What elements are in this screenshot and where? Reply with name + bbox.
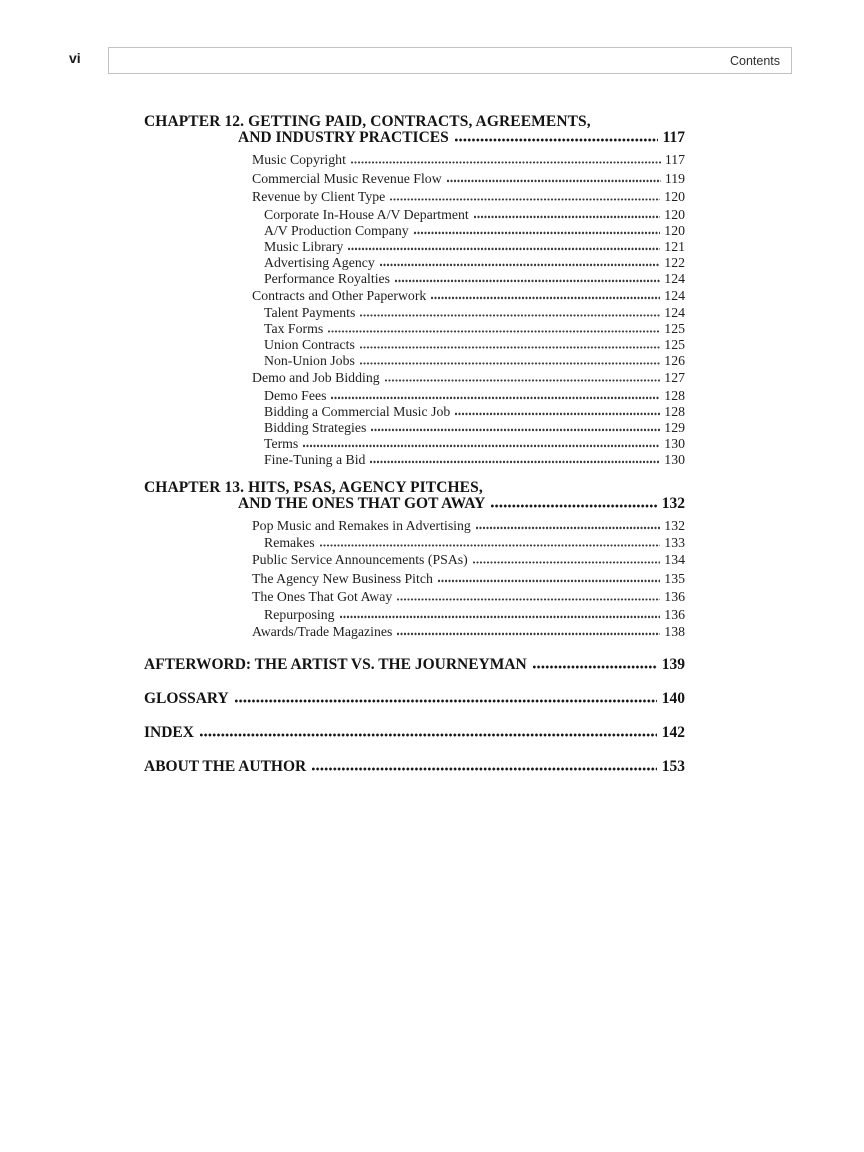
toc-entry-row — [144, 535, 685, 551]
dot-leader — [397, 598, 660, 602]
toc-entry-row — [144, 452, 685, 468]
dot-leader — [447, 179, 661, 183]
toc-entry-page-number: 127 — [664, 370, 685, 385]
toc-entry-row — [144, 239, 685, 255]
back-matter-page-number: 139 — [661, 656, 685, 673]
running-header-label: Contents — [729, 53, 780, 68]
toc-entry-label: Public Service Announcements (PSAs) — [252, 552, 468, 567]
toc-entry-row — [144, 255, 685, 271]
toc-entry-label: Bidding Strategies — [264, 419, 367, 435]
toc-entry-page-number: 120 — [664, 189, 685, 204]
toc-entry-label: Tax Forms — [264, 321, 324, 336]
toc-chapter — [144, 480, 685, 642]
dot-leader — [371, 428, 660, 432]
toc-entry-row — [144, 151, 685, 170]
chapter-entries — [144, 151, 685, 468]
toc-entry-row — [144, 321, 685, 337]
dot-leader — [491, 504, 656, 508]
toc-entry-page-number: 129 — [664, 419, 685, 435]
back-matter-label: ABOUT THE AUTHOR — [144, 758, 307, 775]
dot-leader — [340, 615, 661, 619]
toc-entry-label: Commercial Music Revenue Flow — [252, 170, 442, 186]
back-matter-row — [144, 656, 685, 673]
dot-leader — [455, 138, 658, 142]
toc-entry-row — [144, 353, 685, 369]
back-matter-label: GLOSSARY — [144, 690, 229, 707]
toc-entry-label: Demo Fees — [264, 387, 327, 403]
toc-entry-label: Contracts and Other Paperwork — [252, 287, 427, 303]
toc-entry-label: Music Library — [264, 238, 344, 254]
back-matter-page-number: 153 — [661, 758, 685, 775]
dot-leader — [200, 733, 657, 737]
toc-entry-page-number: 135 — [664, 570, 685, 586]
toc-entry-page-number: 124 — [664, 287, 685, 303]
toc-entry-row — [144, 337, 685, 353]
toc-entry-row — [144, 369, 685, 388]
dot-leader — [370, 460, 660, 464]
toc-entry-row — [144, 188, 685, 207]
dot-leader — [360, 346, 660, 350]
toc-entry-label: Terms — [264, 435, 299, 451]
toc-entry-row — [144, 223, 685, 239]
dot-leader — [360, 362, 660, 366]
toc-entry-page-number: 136 — [664, 589, 685, 604]
dot-leader — [380, 263, 661, 267]
toc-entry-page-number: 126 — [664, 353, 685, 368]
dot-leader — [395, 279, 660, 283]
dot-leader — [351, 161, 661, 165]
toc-entry-label: Union Contracts — [264, 337, 355, 352]
toc-entry-page-number: 138 — [664, 623, 685, 639]
back-matter-row — [144, 758, 685, 775]
toc-entry-page-number: 117 — [664, 152, 685, 167]
toc-entry-label: Corporate In-House A/V Department — [264, 206, 469, 222]
toc-entry-page-number: 128 — [664, 387, 685, 403]
toc-entry-label: The Ones That Got Away — [252, 589, 393, 604]
chapter-heading-line1: CHAPTER 12. GETTING PAID, CONTRACTS, AGREEMENTS, — [144, 113, 591, 130]
toc-entry-label: Fine-Tuning a Bid — [264, 451, 366, 467]
toc-entry-page-number: 124 — [664, 270, 685, 286]
back-matter-page-number: 140 — [661, 690, 685, 707]
toc-entry-page-number: 128 — [664, 403, 685, 419]
dot-leader — [390, 198, 660, 202]
toc — [144, 114, 685, 792]
toc-entry-page-number: 121 — [664, 238, 685, 254]
toc-entry-label: Pop Music and Remakes in Advertising — [252, 517, 471, 533]
chapter-heading-line2 — [144, 496, 685, 512]
dot-leader — [312, 767, 657, 771]
chapter-heading-line2-text: AND THE ONES THAT GOT AWAY — [238, 494, 486, 512]
dot-leader — [414, 231, 661, 235]
chapter-page-number: 132 — [661, 494, 685, 512]
dot-leader — [385, 379, 661, 383]
toc-entry-row — [144, 588, 685, 607]
toc-entry-row — [144, 388, 685, 404]
dot-leader — [473, 561, 661, 565]
toc-entry-label: Non-Union Jobs — [264, 353, 355, 368]
dot-leader — [320, 544, 661, 548]
dot-leader — [397, 632, 660, 636]
page-folio: vi — [69, 50, 81, 66]
chapter-heading-line2 — [144, 130, 685, 146]
toc-entry-row — [144, 271, 685, 287]
dot-leader — [476, 526, 660, 530]
toc-entry-row — [144, 436, 685, 452]
toc-entry-label: A/V Production Company — [264, 222, 409, 238]
toc-entry-page-number: 130 — [664, 435, 685, 451]
toc-entry-row — [144, 305, 685, 321]
dot-leader — [235, 699, 657, 703]
back-matter-row — [144, 724, 685, 741]
chapter-heading-line1: CHAPTER 13. HITS, PSAS, AGENCY PITCHES, — [144, 478, 483, 496]
toc-entry-page-number: 130 — [664, 451, 685, 467]
toc-entry-label: Advertising Agency — [264, 254, 375, 270]
chapter-entries — [144, 517, 685, 642]
toc-entry-label: Demo and Job Bidding — [252, 370, 380, 385]
dot-leader — [474, 215, 661, 219]
dot-leader — [303, 444, 660, 448]
chapter-page-number: 117 — [662, 129, 685, 146]
toc-entry-page-number: 122 — [664, 254, 685, 270]
toc-entry-row — [144, 570, 685, 589]
dot-leader — [348, 247, 660, 251]
back-matter-page-number: 142 — [661, 724, 685, 741]
running-header-box — [108, 47, 792, 74]
toc-entry-page-number: 119 — [664, 170, 685, 186]
dot-leader — [328, 330, 660, 334]
toc-entry-row — [144, 404, 685, 420]
toc-entry-page-number: 133 — [664, 535, 685, 550]
toc-entry-row — [144, 287, 685, 306]
toc-entry-label: Performance Royalties — [264, 270, 391, 286]
dot-leader — [533, 665, 657, 669]
toc-entry-page-number: 134 — [664, 552, 685, 567]
dot-leader — [438, 579, 660, 583]
back-matter — [144, 656, 685, 775]
toc-entry-label: Repurposing — [264, 606, 335, 622]
toc-entry-page-number: 136 — [664, 606, 685, 622]
chapter-heading-line2-text: AND INDUSTRY PRACTICES — [238, 129, 449, 146]
toc-entry-row — [144, 551, 685, 570]
toc-entry-label: Revenue by Client Type — [252, 189, 386, 204]
back-matter-row — [144, 690, 685, 707]
toc-entry-row — [144, 623, 685, 642]
toc-entry-page-number: 125 — [664, 337, 685, 352]
toc-entry-page-number: 120 — [664, 206, 685, 222]
toc-entry-row — [144, 170, 685, 189]
dot-leader — [431, 296, 660, 300]
toc-entry-page-number: 132 — [664, 517, 685, 533]
dot-leader — [360, 314, 660, 318]
toc-entry-page-number: 124 — [664, 305, 685, 320]
toc-entry-label: Remakes — [264, 535, 315, 550]
back-matter-label: INDEX — [144, 724, 194, 741]
toc-entry-row — [144, 420, 685, 436]
toc-entry-label: Awards/Trade Magazines — [252, 623, 393, 639]
dot-leader — [331, 396, 660, 400]
toc-entry-label: Music Copyright — [252, 152, 346, 167]
back-matter-label: AFTERWORD: THE ARTIST VS. THE JOURNEYMAN — [144, 656, 527, 673]
dot-leader — [455, 412, 660, 416]
toc-entry-page-number: 120 — [664, 222, 685, 238]
toc-entry-label: The Agency New Business Pitch — [252, 570, 433, 586]
toc-entry-label: Talent Payments — [264, 305, 356, 320]
toc-entry-page-number: 125 — [664, 321, 685, 336]
toc-chapter — [144, 114, 685, 468]
toc-entry-row — [144, 607, 685, 623]
toc-entry-row — [144, 207, 685, 223]
toc-entry-row — [144, 517, 685, 536]
toc-entry-label: Bidding a Commercial Music Job — [264, 403, 451, 419]
